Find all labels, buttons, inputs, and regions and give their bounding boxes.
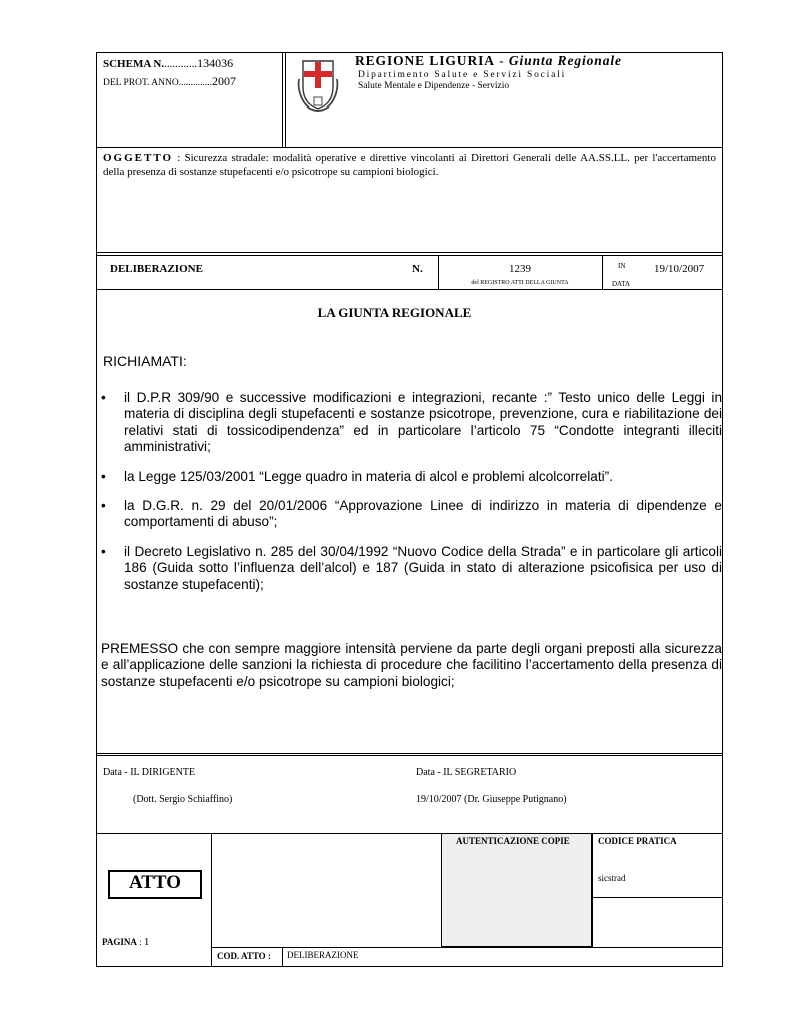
prot-label: DEL PROT. ANNO bbox=[103, 78, 179, 88]
recalled-list bbox=[101, 390, 722, 606]
deliberation-date: 19/10/2007 bbox=[654, 263, 705, 275]
list-item-text: il D.P.R 309/90 e successive modificazioni e integrazioni, recante :” Testo unico delle Leggi in materia di disciplina degli stupefacenti e sostanze psicotrope, prevenzione, cura e riabilitazione dei relativi stati di tossicodipendenza” ed in particolare l’articolo 75 “Condotte integranti illeciti amministrativi; bbox=[124, 390, 722, 455]
authentication-box bbox=[441, 833, 592, 947]
region-body: Giunta Regionale bbox=[508, 53, 622, 68]
auth-copies-label: AUTENTICAZIONE COPIE bbox=[456, 836, 570, 846]
region-title bbox=[355, 53, 622, 69]
date-label: DATA bbox=[612, 280, 631, 288]
schema-dots: ............ bbox=[164, 58, 198, 70]
act-code-value: DELIBERAZIONE bbox=[287, 950, 359, 960]
secretary-name: 19/10/2007 (Dr. Giuseppe Putignano) bbox=[416, 794, 567, 805]
list-item: • il D.P.R 309/90 e successive modificazioni e integrazioni, recante :” Testo unico delle Leggi in materia di disciplina degli stupefacenti e sostanze psicotrope, prevenzione, cura e riabilitazione dei relativi stati di tossicodipendenza” ed in particolare l’articolo 75 “Condotte integranti illeciti amministrativi; bbox=[101, 390, 722, 455]
subject-block bbox=[103, 151, 716, 179]
list-item: • la D.G.R. n. 29 del 20/01/2006 “Approvazione Linee di indirizzo in materia di dipendenze e comportamenti di abuso”; bbox=[101, 498, 722, 530]
recalled-label: RICHIAMATI: bbox=[103, 353, 187, 369]
list-item-text: il Decreto Legislativo n. 285 del 30/04/1992 “Nuovo Codice della Strada” e in particolare gli articoli 186 (Guida sotto l’influenza dell’alcol) e 187 (Guida in stato di alterazione psicofisica per uso di sostanze stupefacenti); bbox=[124, 543, 722, 592]
region-name: REGIONE LIGURIA bbox=[355, 53, 495, 68]
manager-name: (Dott. Sergio Schiaffino) bbox=[133, 794, 233, 805]
prot-line bbox=[103, 74, 236, 89]
manager-label: Data - IL DIRIGENTE bbox=[103, 767, 196, 778]
schema-line bbox=[103, 56, 233, 71]
list-item-text: la Legge 125/03/2001 “Legge quadro in materia di alcol e problemi alcolcorrelati”. bbox=[124, 468, 613, 484]
in-label: IN bbox=[618, 262, 626, 270]
prot-dots: .............. bbox=[178, 78, 212, 88]
department-name: Dipartimento Salute e Servizi Sociali bbox=[358, 70, 567, 80]
region-crest-logo bbox=[297, 57, 339, 115]
secretary-label: Data - IL SEGRETARIO bbox=[416, 767, 517, 778]
subject-label: OGGETTO bbox=[103, 152, 174, 164]
practice-code-label: CODICE PRATICA bbox=[598, 836, 677, 846]
page-number: 1 bbox=[143, 936, 150, 948]
schema-label: SCHEMA N. bbox=[103, 58, 165, 70]
prot-year: 2007 bbox=[212, 74, 236, 88]
deliberation-number: 1239 bbox=[509, 263, 531, 275]
atto-label: ATTO bbox=[128, 872, 182, 893]
region-sep: - bbox=[494, 53, 509, 68]
page-label: PAGINA bbox=[102, 937, 137, 947]
subject-text: : Sicurezza stradale: modalità operative e direttive vincolanti ai Direttori Generali delle AA.SS.LL. per l'accertamento della presenza di sostanze stupefacenti e/o psicotrope su campioni biologici. bbox=[103, 152, 716, 178]
list-item-text: la D.G.R. n. 29 del 20/01/2006 “Approvazione Linee di indirizzo in materia di dipendenze e comportamenti di abuso”; bbox=[124, 498, 722, 530]
list-item: • il Decreto Legislativo n. 285 del 30/04/1992 “Nuovo Codice della Strada” e in particolare gli articoli 186 (Guida sotto l’influenza dell’alcol) e 187 (Guida in stato di alterazione psicofisica per uso di sostanze stupefacenti); bbox=[101, 543, 722, 592]
body-title: LA GIUNTA REGIONALE bbox=[317, 305, 472, 320]
schema-number: 134036 bbox=[197, 56, 234, 70]
list-item: • la Legge 125/03/2001 “Legge quadro in materia di alcol e problemi alcolcorrelati”. bbox=[101, 468, 613, 484]
practice-code-value: sicstrad bbox=[598, 873, 626, 883]
register-note: del REGISTRO ATTI DELLA GIUNTA bbox=[471, 280, 569, 286]
premise-paragraph: PREMESSO che con sempre maggiore intensità perviene da parte degli organi preposti alla sicurezza e all’applicazione delle sanzioni la richiesta di procedure che facilitino l’accertamento della presenza di sostanze stupefacenti e/o psicotrope su campioni biologici; bbox=[101, 641, 722, 689]
deliberation-n-label: N. bbox=[412, 263, 423, 275]
service-name: Salute Mentale e Dipendenze - Servizio bbox=[358, 81, 510, 91]
page-info bbox=[102, 936, 149, 948]
deliberation-label: DELIBERAZIONE bbox=[110, 263, 203, 275]
page-sep: : bbox=[136, 937, 144, 947]
act-code-label: COD. ATTO : bbox=[217, 951, 271, 961]
